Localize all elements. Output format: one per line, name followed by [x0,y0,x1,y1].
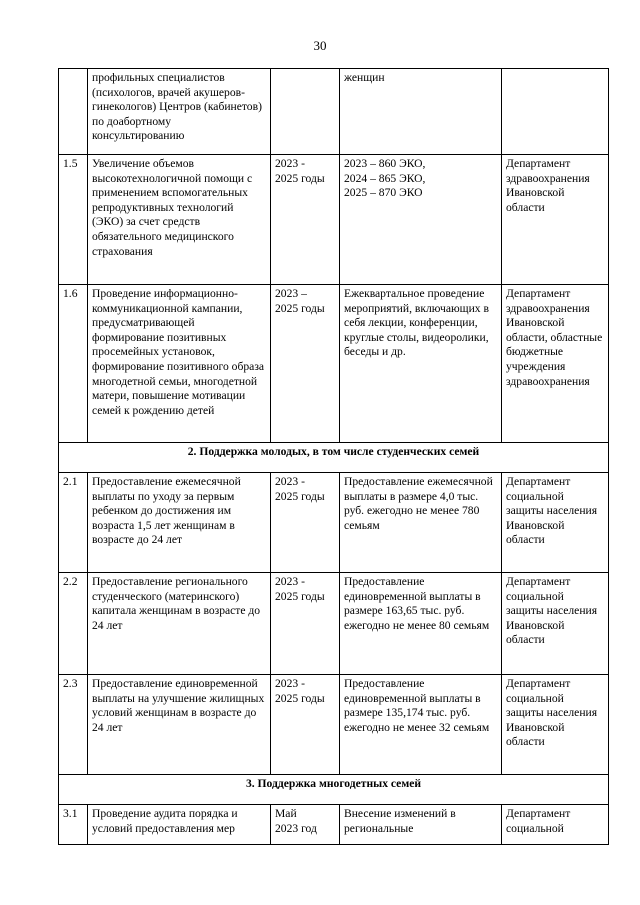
executor-cell [502,155,609,285]
result-cell [340,69,502,155]
result-text: Предоставление ежемесячной выплаты в размере 4,0 тыс. руб. ежегодно не менее 780 семьям [344,475,493,532]
row-number [59,69,88,155]
result-cell [340,805,502,845]
row-number: 1.5 [59,155,88,285]
event-cell [88,285,271,443]
term-cell [271,473,340,573]
table-row [59,69,609,155]
event-text: Предоставление регионального студенческого (материнского) капитала женщинам в возрасте до 24 лет [92,575,261,632]
term-text: 2023 - 2025 годы [275,475,325,503]
table-row [59,805,609,845]
executor-cell [502,573,609,675]
executor-cell [502,285,609,443]
event-cell [88,155,271,285]
table-row [59,573,609,675]
term-cell [271,805,340,845]
result-text: Предоставление единовременной выплаты в размере 135,174 тыс. руб. ежегодно не менее 32 семьям [344,677,490,734]
term-cell [271,675,340,775]
result-cell [340,285,502,443]
executor-text: Департамент здравоохранения Ивановской области, областные бюджетные учреждения здравоохранения [506,287,603,388]
row-number: 2.2 [59,573,88,675]
event-text: Увеличение объемов высокотехнологичной помощи с применением вспомогательных репродуктивных технологий (ЭКО) за счет средств обязательного медицинского страхования [92,157,253,258]
result-text: 2023 – 860 ЭКО, 2024 – 865 ЭКО, 2025 – 870 ЭКО [344,157,426,200]
table-row [59,285,609,443]
measures-table [58,68,609,845]
executor-cell [502,675,609,775]
result-text: Предоставление единовременной выплаты в размере 163,65 тыс. руб. ежегодно не менее 80 семьям [344,575,490,632]
result-text: Внесение изменений в региональные [344,807,456,835]
row-number: 1.6 [59,285,88,443]
event-cell [88,675,271,775]
executor-text: Департамент социальной [506,807,571,835]
executor-cell [502,805,609,845]
executor-text: Департамент социальной защиты населения Ивановской области [506,677,598,749]
event-text: Предоставление единовременной выплаты на улучшение жилищных условий женщинам в возрасте до 24 лет [92,677,265,734]
executor-text: Департамент социальной защиты населения Ивановской области [506,575,598,647]
event-text: профильных специалистов (психологов, врачей акушеров-гинекологов) Центров (кабинетов) по доабортному консультированию [92,71,262,143]
term-text: 2023 - 2025 годы [275,677,325,705]
event-text: Предоставление ежемесячной выплаты по уходу за первым ребенком до достижения им возраста 1,5 лет женщинам в возрасте до 24 лет [92,475,241,547]
term-text: Май 2023 год [275,807,317,835]
term-cell [271,69,340,155]
table-row [59,155,609,285]
row-number: 2.3 [59,675,88,775]
result-cell [340,675,502,775]
event-cell [88,473,271,573]
term-text: 2023 - 2025 годы [275,157,325,185]
section-title: 3. Поддержка многодетных семей [59,775,609,805]
row-number: 2.1 [59,473,88,573]
result-cell [340,473,502,573]
executor-cell [502,473,609,573]
result-cell [340,573,502,675]
event-cell [88,573,271,675]
term-cell [271,573,340,675]
section-row [59,775,609,805]
event-text: Проведение информационно-коммуникационной кампании, предусматривающей формирование позитивных просемейных установок, формирование позитивного образа многодетной семьи, многодетной матери, повышение мотивации семей к рождению детей [92,287,265,417]
result-cell [340,155,502,285]
executor-text: Департамент здравоохранения Ивановской области [506,157,590,214]
section-row [59,443,609,473]
table-row [59,675,609,775]
term-cell [271,155,340,285]
event-cell [88,69,271,155]
executor-text: Департамент социальной защиты населения Ивановской области [506,475,598,547]
result-text: женщин [344,71,385,84]
term-text: 2023 - 2025 годы [275,575,325,603]
table-row [59,473,609,573]
executor-cell [502,69,609,155]
result-text: Ежеквартальное проведение мероприятий, включающих в себя лекции, конференции, круглые столы, видеоролики, беседы и др. [344,287,489,359]
row-number: 3.1 [59,805,88,845]
event-text: Проведение аудита порядка и условий предоставления мер [92,807,238,835]
section-title: 2. Поддержка молодых, в том числе студенческих семей [59,443,609,473]
event-cell [88,805,271,845]
term-cell [271,285,340,443]
term-text: 2023 – 2025 годы [275,287,325,315]
page-number: 30 [313,38,327,53]
